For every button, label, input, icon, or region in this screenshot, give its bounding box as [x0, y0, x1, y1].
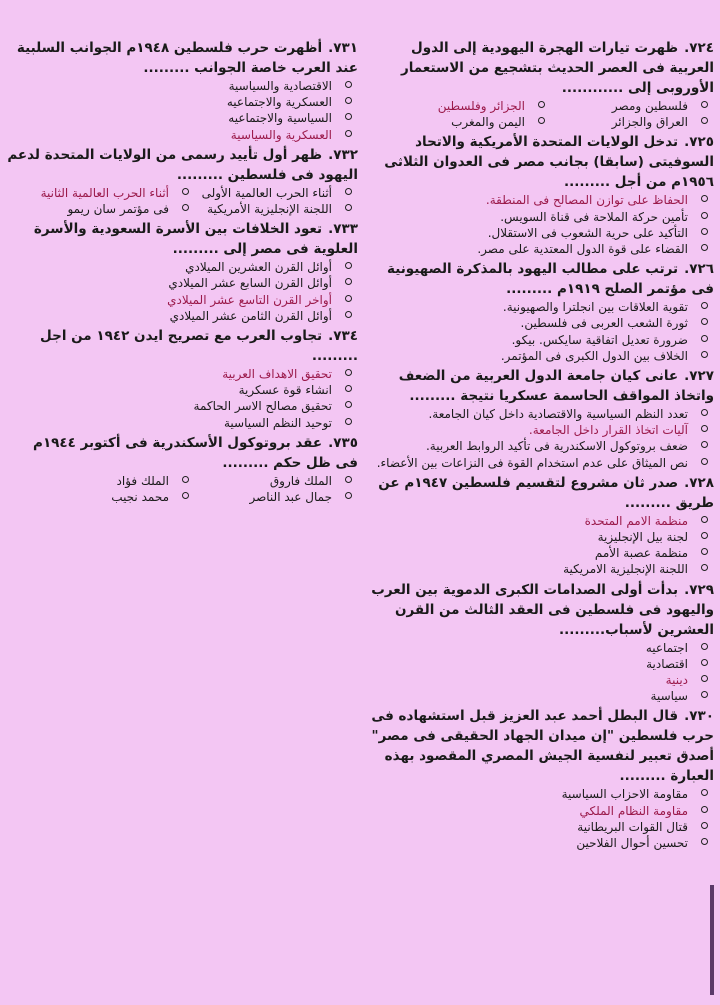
answer-option[interactable]	[362, 406, 688, 422]
answer-option-label: منظمة الامم المتحدة	[584, 513, 688, 528]
answer-option-label: القضاء على قوة الدول المعتدية على مصر.	[477, 242, 688, 257]
question-number: ٧٢٩.	[684, 581, 714, 598]
answer-option-label: تعدد النظم السياسية والاقتصادية داخل كيان الجامعة.	[428, 407, 688, 422]
left-column	[6, 38, 358, 507]
answer-option-label: الجزائر وفلسطين	[437, 99, 525, 113]
answer-option-label: أواخر القرن التاسع عشر الميلادي	[167, 292, 332, 307]
right-column	[362, 38, 714, 853]
question-stem: تعود الخلافات بين الأسرة السعودية والأسرة العلوية فى مصر إلى .........	[33, 221, 358, 258]
answer-options	[362, 98, 714, 130]
question-number: ٧٢٦.	[684, 261, 714, 278]
answer-option-label: اقتصادية	[646, 656, 688, 671]
radio-circle-icon[interactable]	[701, 548, 708, 555]
answer-option-label: مقاومة الاحزاب السياسية	[561, 787, 688, 802]
answer-option[interactable]	[362, 455, 688, 471]
question-text	[362, 366, 714, 406]
question-block	[6, 326, 358, 431]
radio-circle-icon[interactable]	[701, 806, 708, 813]
answer-options	[6, 366, 358, 431]
answer-option-label: فى مؤتمر سان ريمو	[67, 202, 169, 217]
radio-circle-icon[interactable]	[701, 822, 708, 829]
question-block	[6, 145, 358, 217]
answer-option[interactable]	[6, 489, 169, 505]
answer-option[interactable]	[6, 201, 169, 217]
radio-circle-icon[interactable]	[701, 516, 708, 523]
answer-option[interactable]	[169, 473, 332, 489]
answer-option-label: اجتماعيه	[645, 640, 688, 655]
answer-option-label: نص الميثاق على عدم استخدام القوة فى النزاعات بين الأعضاء.	[376, 455, 688, 470]
radio-circle-icon[interactable]	[345, 97, 352, 104]
answer-option-label: أثناء الحرب العالمية الثانية	[40, 185, 169, 200]
answer-options	[6, 259, 358, 324]
radio-circle-icon[interactable]	[182, 204, 189, 211]
answer-option[interactable]	[362, 315, 688, 331]
answer-option-label: العسكرية والاجتماعيه	[226, 95, 332, 110]
answer-option[interactable]	[362, 422, 688, 438]
answer-option-label: الملك فؤاد	[116, 473, 169, 488]
answer-option[interactable]	[169, 185, 332, 201]
question-stem: تجاوب العرب مع تصريح ايدن ١٩٤٢ من اجل .........	[40, 328, 358, 365]
question-stem: أظهرت حرب فلسطين ١٩٤٨م الجوانب السلبية عند العرب خاصة الجوانب .........	[16, 40, 358, 76]
question-block	[362, 38, 714, 130]
radio-circle-icon[interactable]	[345, 113, 352, 120]
answer-option[interactable]	[362, 835, 688, 851]
answer-option-label: سياسية	[650, 689, 688, 704]
answer-option-label: محمد نجيب	[111, 490, 169, 505]
answer-option[interactable]	[6, 415, 332, 431]
question-stem: تدخل الولايات المتحدة الأمريكية والاتحاد السوفيتى (سابقا) بجانب مصر فى العدوان الثلاثى ١٩٥٦م من أجل .........	[384, 134, 714, 191]
radio-circle-icon[interactable]	[345, 295, 352, 302]
answer-option[interactable]	[362, 241, 688, 257]
answer-option-label: تحقيق الاهداف العربية	[222, 367, 332, 382]
radio-circle-icon[interactable]	[701, 425, 708, 432]
radio-circle-icon[interactable]	[701, 675, 708, 682]
radio-circle-icon[interactable]	[345, 204, 352, 211]
radio-circle-icon[interactable]	[701, 302, 708, 309]
question-text	[362, 706, 714, 786]
question-block	[362, 366, 714, 471]
answer-option[interactable]	[169, 489, 332, 505]
answer-option[interactable]	[362, 332, 688, 348]
question-number: ٧٣٥.	[328, 434, 358, 451]
radio-circle-icon[interactable]	[701, 335, 708, 342]
answer-options	[362, 513, 714, 578]
radio-circle-icon[interactable]	[701, 458, 708, 465]
answer-option-label: ضعف بروتوكول الاسكندرية فى تأكيد الروابط العربية.	[425, 439, 688, 454]
radio-circle-icon[interactable]	[701, 195, 708, 202]
answer-option-label: فلسطين ومصر	[611, 99, 688, 113]
question-block	[6, 433, 358, 505]
question-block	[362, 580, 714, 705]
radio-circle-icon[interactable]	[701, 228, 708, 235]
answer-option-label: آليات اتخاذ القرار داخل الجامعة.	[528, 423, 688, 438]
answer-options	[6, 78, 358, 143]
radio-circle-icon[interactable]	[701, 838, 708, 845]
radio-circle-icon[interactable]	[701, 351, 708, 358]
radio-circle-icon[interactable]	[345, 81, 352, 88]
answer-option[interactable]	[362, 688, 688, 704]
answer-option[interactable]	[362, 114, 525, 130]
radio-circle-icon[interactable]	[345, 262, 352, 269]
question-number: ٧٢٤.	[684, 40, 714, 56]
answer-option-label: أوائل القرن السابع عشر الميلادي	[168, 276, 332, 291]
answer-option-label: جمال عبد الناصر	[249, 490, 332, 505]
answer-option[interactable]	[362, 786, 688, 802]
answer-options	[362, 406, 714, 471]
question-text	[362, 38, 714, 98]
answer-option-label: العسكرية والسياسية	[230, 127, 332, 142]
answer-option-label: توحيد النظم السياسية	[223, 415, 332, 430]
radio-circle-icon[interactable]	[538, 101, 545, 108]
radio-circle-icon[interactable]	[701, 244, 708, 251]
answer-option-label: تحقيق مصالح الاسر الحاكمة	[193, 399, 332, 414]
question-text	[6, 326, 358, 366]
answer-option[interactable]	[362, 192, 688, 208]
question-number: ٧٣٠.	[684, 708, 714, 725]
answer-option[interactable]	[362, 529, 688, 545]
radio-circle-icon[interactable]	[345, 278, 352, 285]
answer-option-label: لجنة بيل الإنجليزية	[597, 530, 688, 545]
answer-option-label: اليمن والمغرب	[451, 115, 525, 130]
answer-option-label: الملك فاروق	[269, 473, 332, 488]
answer-option-label: الاقتصادية والسياسية	[228, 79, 332, 93]
answer-option[interactable]	[6, 382, 332, 398]
answer-option[interactable]	[6, 366, 332, 382]
radio-circle-icon[interactable]	[701, 532, 708, 539]
answer-options	[362, 786, 714, 851]
answer-option-label: اللجنة الإنجليزية الأمريكية	[207, 202, 332, 217]
question-text	[362, 473, 714, 513]
answer-option-label: منظمة عصبة الأمم	[594, 546, 688, 561]
question-stem: بدأت أولى الصدامات الكبرى الدموية بين العرب واليهود فى فلسطين فى العقد الثالث من القرن العشرين لأسباب.........	[371, 581, 714, 638]
answer-option[interactable]	[6, 185, 169, 201]
radio-circle-icon[interactable]	[701, 409, 708, 416]
answer-options	[6, 185, 358, 217]
answer-option[interactable]	[6, 127, 332, 143]
answer-option-label: التأكيد على حرية الشعوب فى الاستقلال.	[487, 225, 688, 240]
answer-options	[362, 299, 714, 364]
answer-option-label: تقوية العلاقات بين انجلترا والصهيونية.	[502, 300, 688, 315]
question-block	[6, 38, 358, 143]
answer-option-label: تحسين أحوال الفلاحين	[576, 836, 688, 851]
answer-option-label: دينية	[665, 673, 688, 688]
answer-option-label: أوائل القرن العشرين الميلادي	[185, 260, 332, 275]
answer-option[interactable]	[362, 561, 688, 577]
question-number: ٧٣٤.	[328, 328, 358, 345]
question-number: ٧٣١.	[328, 40, 358, 56]
question-text	[6, 145, 358, 185]
question-block	[362, 473, 714, 578]
answer-option[interactable]	[6, 275, 332, 291]
answer-option[interactable]	[362, 640, 688, 656]
answer-option-label: تأمين حركة الملاحة فى قناة السويس.	[500, 209, 688, 224]
answer-option[interactable]	[362, 299, 688, 315]
question-stem: عانى كيان جامعة الدول العربية من الضعف واتخاذ المواقف الحاسمة عسكريا نتيجة .........	[398, 368, 714, 405]
radio-circle-icon[interactable]	[701, 101, 708, 108]
answer-option[interactable]	[362, 438, 688, 454]
answer-option-label: أوائل القرن الثامن عشر الميلادي	[169, 308, 332, 323]
answer-option-label: أثناء الحرب العالمية الأولى	[201, 185, 332, 200]
answer-option-label: ضرورة تعديل اتفاقية سايكس. بيكو.	[511, 332, 688, 347]
answer-option[interactable]	[362, 672, 688, 688]
radio-circle-icon[interactable]	[345, 476, 352, 483]
answer-option[interactable]	[6, 308, 332, 324]
answer-option[interactable]	[6, 94, 332, 110]
answer-option[interactable]	[525, 98, 688, 114]
answer-option-label: قتال القوات البريطانية	[577, 819, 688, 834]
radio-circle-icon[interactable]	[345, 188, 352, 195]
radio-circle-icon[interactable]	[345, 492, 352, 499]
answer-option[interactable]	[6, 110, 332, 126]
radio-circle-icon[interactable]	[701, 212, 708, 219]
answer-option[interactable]	[6, 398, 332, 414]
answer-option-label: انشاء قوة عسكرية	[238, 383, 332, 398]
radio-circle-icon[interactable]	[345, 385, 352, 392]
question-number: ٧٣٣.	[328, 221, 358, 238]
answer-option-label: اللجنة الإنجليزية الامريكية	[563, 562, 688, 577]
answer-option[interactable]	[6, 78, 332, 94]
radio-circle-icon[interactable]	[701, 659, 708, 666]
answer-option-label: الحفاظ على توازن المصالح فى المنطقة.	[485, 193, 688, 208]
answer-option-label: السياسية والاجتماعيه	[228, 111, 332, 126]
question-number: ٧٢٨.	[684, 474, 714, 491]
question-stem: عقد بروتوكول الأسكندرية فى أكتوبر ١٩٤٤م فى ظل حكم .........	[33, 434, 358, 471]
radio-circle-icon[interactable]	[701, 789, 708, 796]
answer-option[interactable]	[6, 292, 332, 308]
answer-option[interactable]	[362, 819, 688, 835]
question-block	[362, 706, 714, 851]
answer-options	[6, 473, 358, 505]
question-text	[362, 259, 714, 299]
answer-options	[362, 192, 714, 257]
answer-option[interactable]	[362, 98, 525, 114]
radio-circle-icon[interactable]	[182, 492, 189, 499]
answer-option[interactable]	[362, 209, 688, 225]
answer-option[interactable]	[362, 545, 688, 561]
answer-option[interactable]	[525, 114, 688, 130]
answer-option[interactable]	[362, 656, 688, 672]
question-stem: ظهر أول تأييد رسمى من الولايات المتحدة لدعم اليهود فى فلسطين .........	[7, 146, 358, 183]
answer-option[interactable]	[6, 473, 169, 489]
question-text	[362, 132, 714, 192]
question-text	[6, 38, 358, 78]
answer-option[interactable]	[6, 259, 332, 275]
radio-circle-icon[interactable]	[701, 564, 708, 571]
question-stem: صدر ثان مشروع لتقسيم فلسطين ١٩٤٧م عن طريق .........	[378, 474, 714, 511]
radio-circle-icon[interactable]	[345, 369, 352, 376]
radio-circle-icon[interactable]	[345, 130, 352, 137]
question-stem: قال البطل أحمد عبد العزيز قبل استشهاده فى حرب فلسطين "إن ميدان الجهاد الحقيقى فى مصر" أصدق تعبير لنفسية الجيش المصري المقصود بهذه العبارة .........	[371, 708, 714, 785]
answer-option-label: الخلاف بين الدول الكبرى فى المؤتمر.	[500, 348, 688, 363]
answer-option[interactable]	[362, 803, 688, 819]
radio-circle-icon[interactable]	[701, 691, 708, 698]
answer-option[interactable]	[362, 513, 688, 529]
question-block	[6, 219, 358, 324]
radio-circle-icon[interactable]	[701, 643, 708, 650]
radio-circle-icon[interactable]	[701, 117, 708, 124]
radio-circle-icon[interactable]	[701, 441, 708, 448]
radio-circle-icon[interactable]	[345, 401, 352, 408]
radio-circle-icon[interactable]	[345, 311, 352, 318]
question-stem: ظهرت تيارات الهجرة اليهودية إلى الدول العربية فى العصر الحديث بتشجيع من الاستعمار الأوروبى إلى ............	[400, 40, 714, 96]
question-block	[362, 259, 714, 364]
answer-option[interactable]	[169, 201, 332, 217]
question-text	[6, 433, 358, 473]
answer-option-label: ثورة الشعب العربى فى فلسطين.	[520, 316, 688, 331]
question-number: ٧٢٧.	[684, 368, 714, 385]
answer-option[interactable]	[362, 225, 688, 241]
radio-circle-icon[interactable]	[182, 476, 189, 483]
radio-circle-icon[interactable]	[182, 188, 189, 195]
page-edge-bar	[710, 885, 714, 995]
question-number: ٧٢٥.	[684, 134, 714, 151]
question-number: ٧٣٢.	[328, 146, 358, 163]
answer-options	[362, 640, 714, 705]
question-block	[362, 132, 714, 257]
radio-circle-icon[interactable]	[701, 318, 708, 325]
answer-option[interactable]	[362, 348, 688, 364]
question-stem: ترتب على مطالب اليهود بالمذكرة الصهيونية فى مؤتمر الصلح ١٩١٩م .........	[387, 261, 714, 298]
question-text	[6, 219, 358, 259]
question-text	[362, 580, 714, 640]
radio-circle-icon[interactable]	[345, 418, 352, 425]
answer-option-label: العراق والجزائر	[611, 115, 688, 130]
answer-option-label: مقاومة النظام الملكي	[579, 803, 688, 818]
